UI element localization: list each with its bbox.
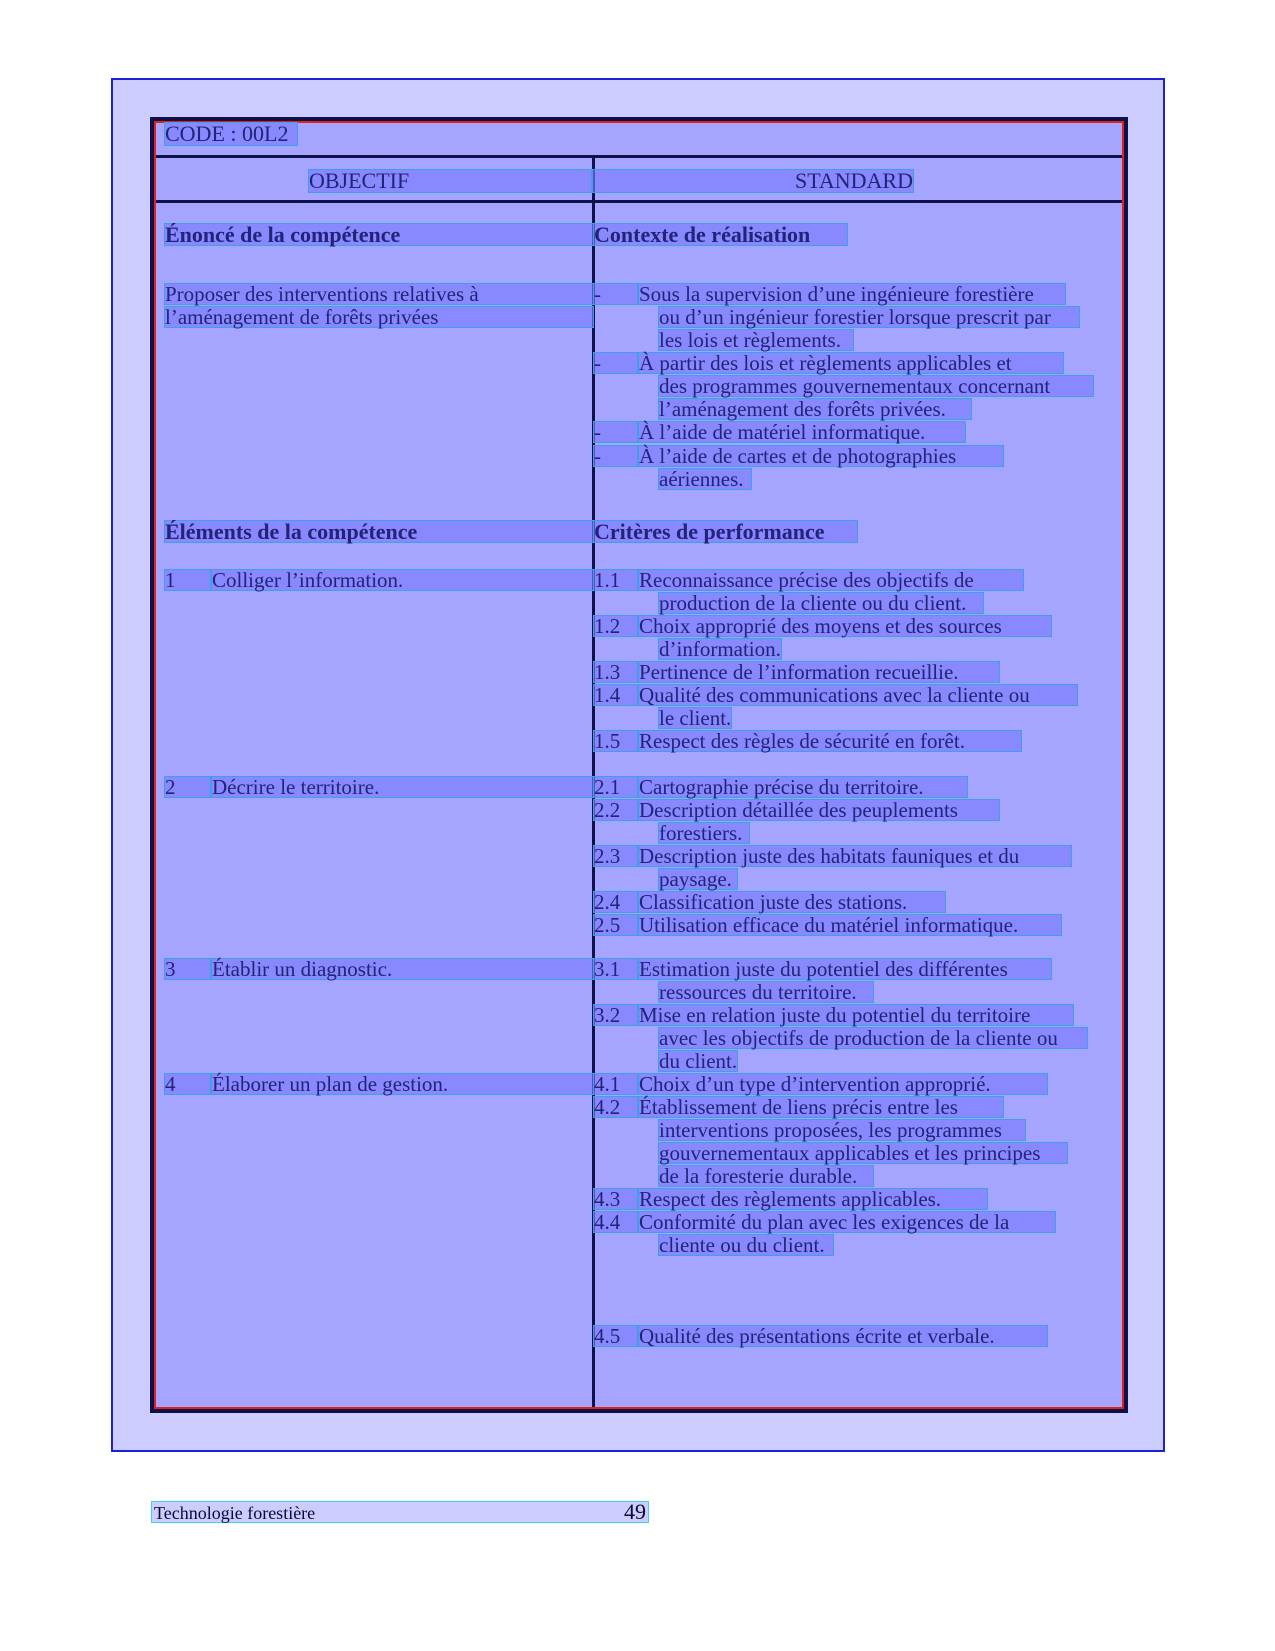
code-label: CODE : 00L2 (164, 122, 298, 146)
critere-line: Classification juste des stations. (638, 891, 946, 913)
critere-line: Qualité des présentations écrite et verbale. (638, 1325, 1048, 1347)
element-text: Établir un diagnostic. (211, 958, 594, 980)
critere-line: Cartographie précise du territoire. (638, 776, 968, 798)
critere-number: 3.2 (593, 1004, 638, 1026)
element-number: 1 (164, 569, 211, 591)
contexte-bullet: - (593, 352, 638, 374)
contexte-line: À l’aide de cartes et de photographies (638, 445, 1004, 467)
critere-number: 2.5 (593, 914, 638, 936)
standard-header: STANDARD (592, 169, 914, 193)
contexte-line: Sous la supervision d’une ingénieure forestière (638, 283, 1066, 305)
critere-number: 1.5 (593, 730, 638, 752)
critere-number: 2.4 (593, 891, 638, 913)
critere-line: Description juste des habitats fauniques et du (638, 845, 1072, 867)
footer-title: Technologie forestière (154, 1503, 316, 1523)
element-text: Élaborer un plan de gestion. (211, 1073, 594, 1095)
critere-number: 1.3 (593, 661, 638, 683)
criteres-heading: Critères de performance (593, 520, 858, 543)
critere-line: le client. (659, 706, 732, 730)
objectif-header: OBJECTIF (308, 169, 592, 193)
critere-number: 2.1 (593, 776, 638, 798)
critere-number: 2.2 (593, 799, 638, 821)
critere-line: paysage. (658, 868, 738, 890)
critere-number: 1.4 (593, 684, 638, 706)
critere-line: du client. (659, 1049, 738, 1073)
critere-line: Respect des règles de sécurité en forêt. (638, 730, 1022, 752)
critere-line: Pertinence de l’information recueillie. (638, 661, 1000, 683)
contexte-bullet: - (593, 283, 638, 305)
contexte-heading: Contexte de réalisation (593, 223, 848, 246)
page-number: 49 (624, 1499, 646, 1524)
element-text: Colliger l’information. (211, 569, 594, 591)
critere-line: forestiers. (658, 822, 750, 844)
critere-line: interventions proposées, les programmes (658, 1119, 1026, 1141)
elements-heading: Éléments de la compétence (164, 520, 594, 543)
contexte-line: ou d’un ingénieur forestier lorsque prescrit par (658, 306, 1080, 328)
critere-number: 4.5 (593, 1325, 638, 1347)
critere-line: Choix approprié des moyens et des sources (638, 615, 1052, 637)
contexte-line: À l’aide de matériel informatique. (638, 421, 966, 443)
contexte-bullet: - (593, 421, 638, 443)
critere-line: Qualité des communications avec la cliente ou (638, 684, 1078, 706)
enonce-line: l’aménagement de forêts privées (164, 306, 594, 328)
contexte-line: À partir des lois et règlements applicables et (638, 352, 1064, 374)
column-header-divider (154, 200, 1124, 203)
critere-number: 4.1 (593, 1073, 638, 1095)
critere-line: production de la cliente ou du client. (658, 592, 984, 614)
critere-line: ressources du territoire. (658, 981, 874, 1003)
contexte-line: l’aménagement des forêts privées. (658, 398, 972, 420)
critere-line: Conformité du plan avec les exigences de la (638, 1211, 1056, 1233)
element-number: 2 (164, 776, 211, 798)
critere-line: d’information. (659, 637, 781, 661)
contexte-line: les lois et règlements. (658, 329, 854, 351)
critere-number: 2.3 (593, 845, 638, 867)
critere-line: cliente ou du client. (658, 1234, 834, 1256)
critere-number: 3.1 (593, 958, 638, 980)
element-number: 3 (164, 958, 211, 980)
critere-line: Choix d’un type d’intervention approprié. (638, 1073, 1048, 1095)
critere-line: Estimation juste du potentiel des différentes (638, 958, 1052, 980)
critere-line: Mise en relation juste du potentiel du territoire (638, 1004, 1074, 1026)
critere-line: Respect des règlements applicables. (638, 1188, 988, 1210)
critere-line: gouvernementaux applicables et les principes (658, 1142, 1068, 1164)
header-divider (154, 155, 1124, 158)
critere-line: Établissement de liens précis entre les (638, 1096, 1004, 1118)
critere-number: 4.2 (593, 1096, 638, 1118)
element-text: Décrire le territoire. (211, 776, 594, 798)
contexte-line: aériennes. (658, 468, 752, 490)
critere-number: 1.2 (593, 615, 638, 637)
element-number: 4 (164, 1073, 211, 1095)
contexte-bullet: - (593, 445, 638, 467)
critere-line: de la foresterie durable. (658, 1165, 874, 1187)
critere-line: avec les objectifs de production de la cliente ou (658, 1027, 1088, 1049)
critere-number: 4.4 (593, 1211, 638, 1233)
critere-number: 4.3 (593, 1188, 638, 1210)
critere-line: Utilisation efficace du matériel informatique. (638, 914, 1062, 936)
critere-line: Description détaillée des peuplements (638, 799, 1000, 821)
critere-line: Reconnaissance précise des objectifs de (638, 569, 1024, 591)
contexte-line: des programmes gouvernementaux concernant (658, 375, 1094, 397)
page-footer (151, 1501, 649, 1523)
critere-number: 1.1 (593, 569, 638, 591)
enonce-line: Proposer des interventions relatives à (164, 283, 594, 305)
enonce-heading: Énoncé de la compétence (164, 223, 594, 246)
